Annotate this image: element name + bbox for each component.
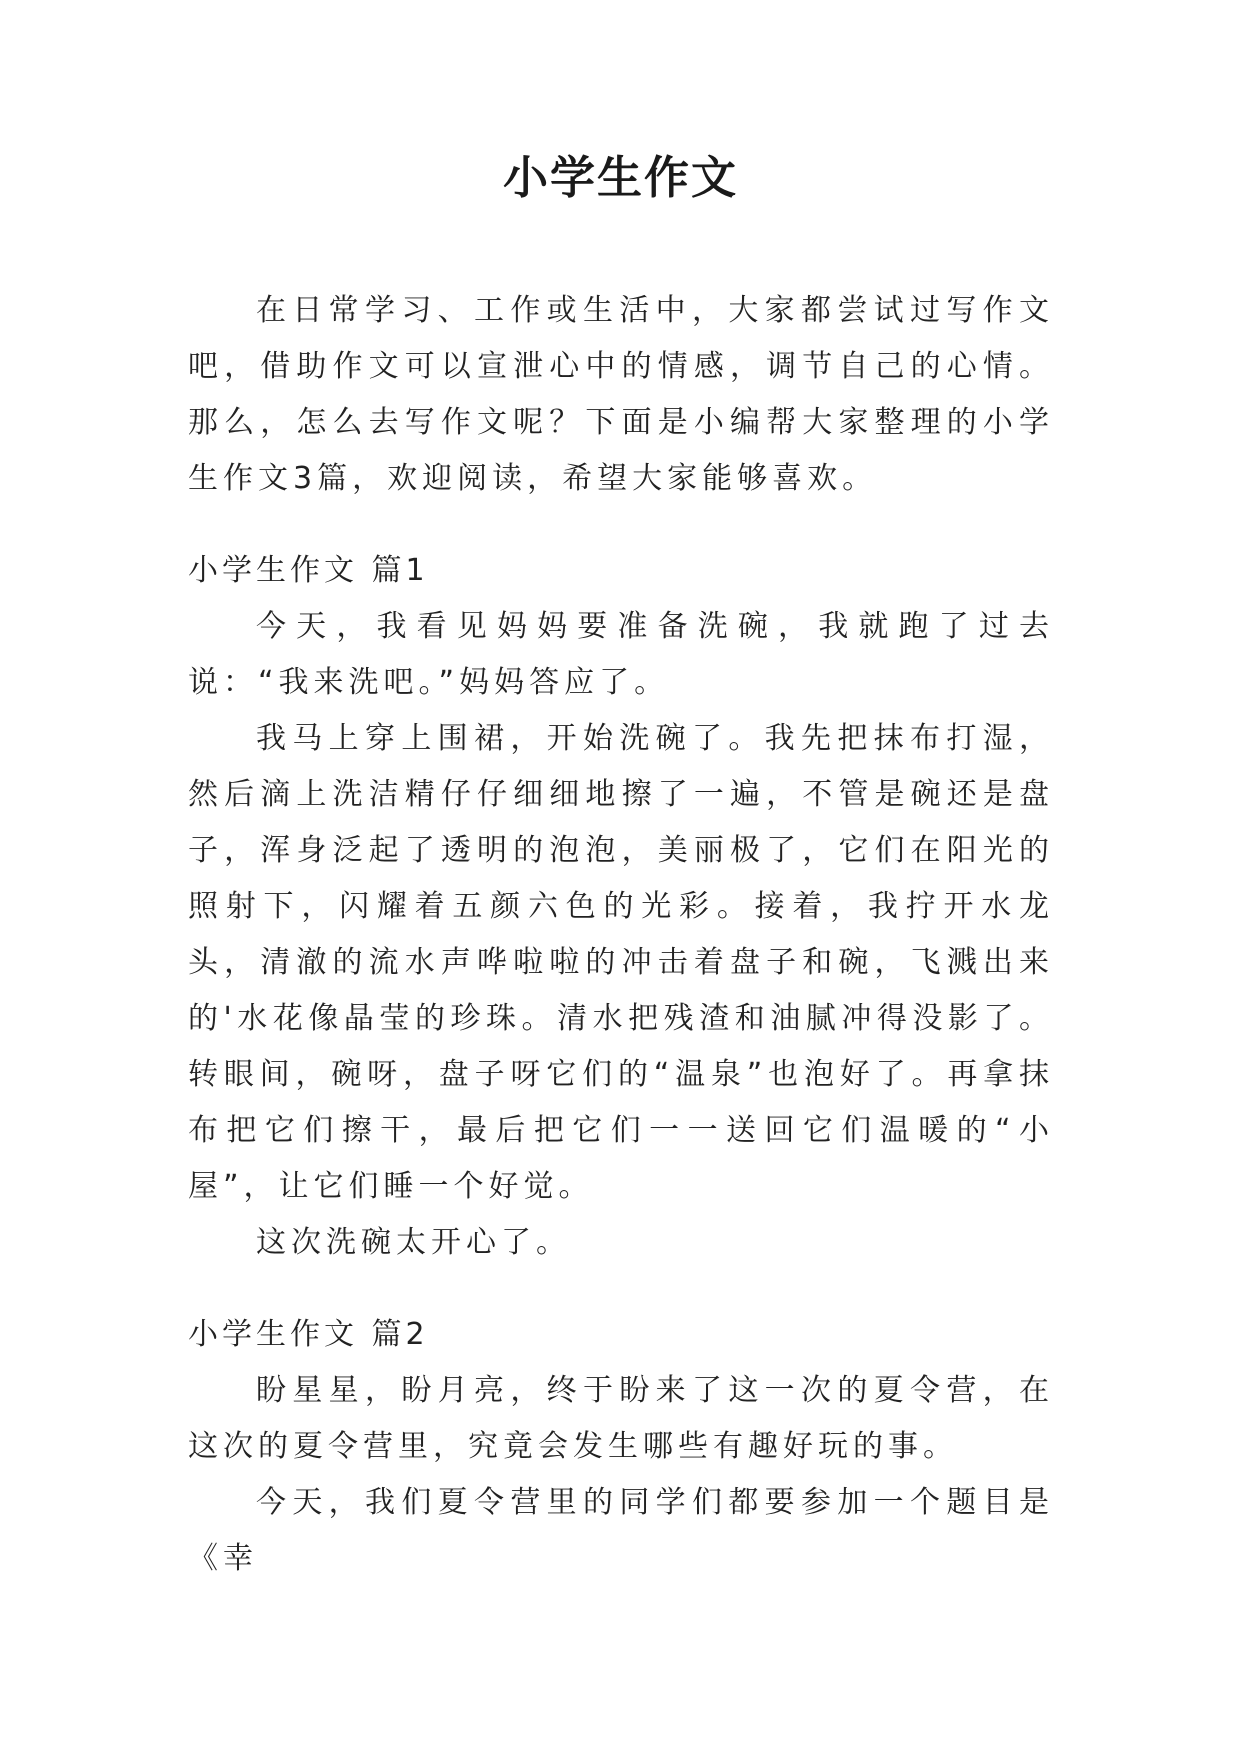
- document-title: 小学生作文: [502, 151, 738, 204]
- section-spacer: [188, 507, 1054, 543]
- section-2-paragraph-2: 今天，我们夏令营里的同学们都要参加一个题目是《幸: [188, 1485, 1054, 1576]
- document-body: [188, 283, 1054, 1587]
- section-heading-2: 小学生作文 篇2: [188, 1317, 429, 1352]
- section-heading-1: 小学生作文 篇1: [188, 553, 429, 588]
- section-spacer: [188, 1271, 1054, 1307]
- section-1-paragraph-1: 今天，我看见妈妈要准备洗碗，我就跑了过去说：“我来洗吧。”妈妈答应了。: [188, 609, 1054, 700]
- intro-paragraph: 在日常学习、工作或生活中，大家都尝试过写作文吧，借助作文可以宣泄心中的情感，调节自己的心情。那么，怎么去写作文呢？下面是小编帮大家整理的小学生作文3篇，欢迎阅读，希望大家能够喜欢。: [188, 293, 1054, 496]
- section-1-paragraph-2: 我马上穿上围裙，开始洗碗了。我先把抹布打湿，然后滴上洗洁精仔仔细细地擦了一遍，不管是碗还是盘子，浑身泛起了透明的泡泡，美丽极了，它们在阳光的照射下，闪耀着五颜六色的光彩。接着，我拧开水龙头，清澈的流水声哗啦啦的冲击着盘子和碗，飞溅出来的'水花像晶莹的珍珠。清水把残渣和油腻冲得没影了。转眼间，碗呀，盘子呀它们的“温泉”也泡好了。再拿抹布把它们擦干，最后把它们一一送回它们温暖的“小屋”，让它们睡一个好觉。: [188, 721, 1054, 1204]
- section-1-paragraph-3: 这次洗碗太开心了。: [256, 1225, 571, 1260]
- section-2-paragraph-1: 盼星星，盼月亮，终于盼来了这一次的夏令营，在这次的夏令营里，究竟会发生哪些有趣好玩的事。: [188, 1373, 1054, 1464]
